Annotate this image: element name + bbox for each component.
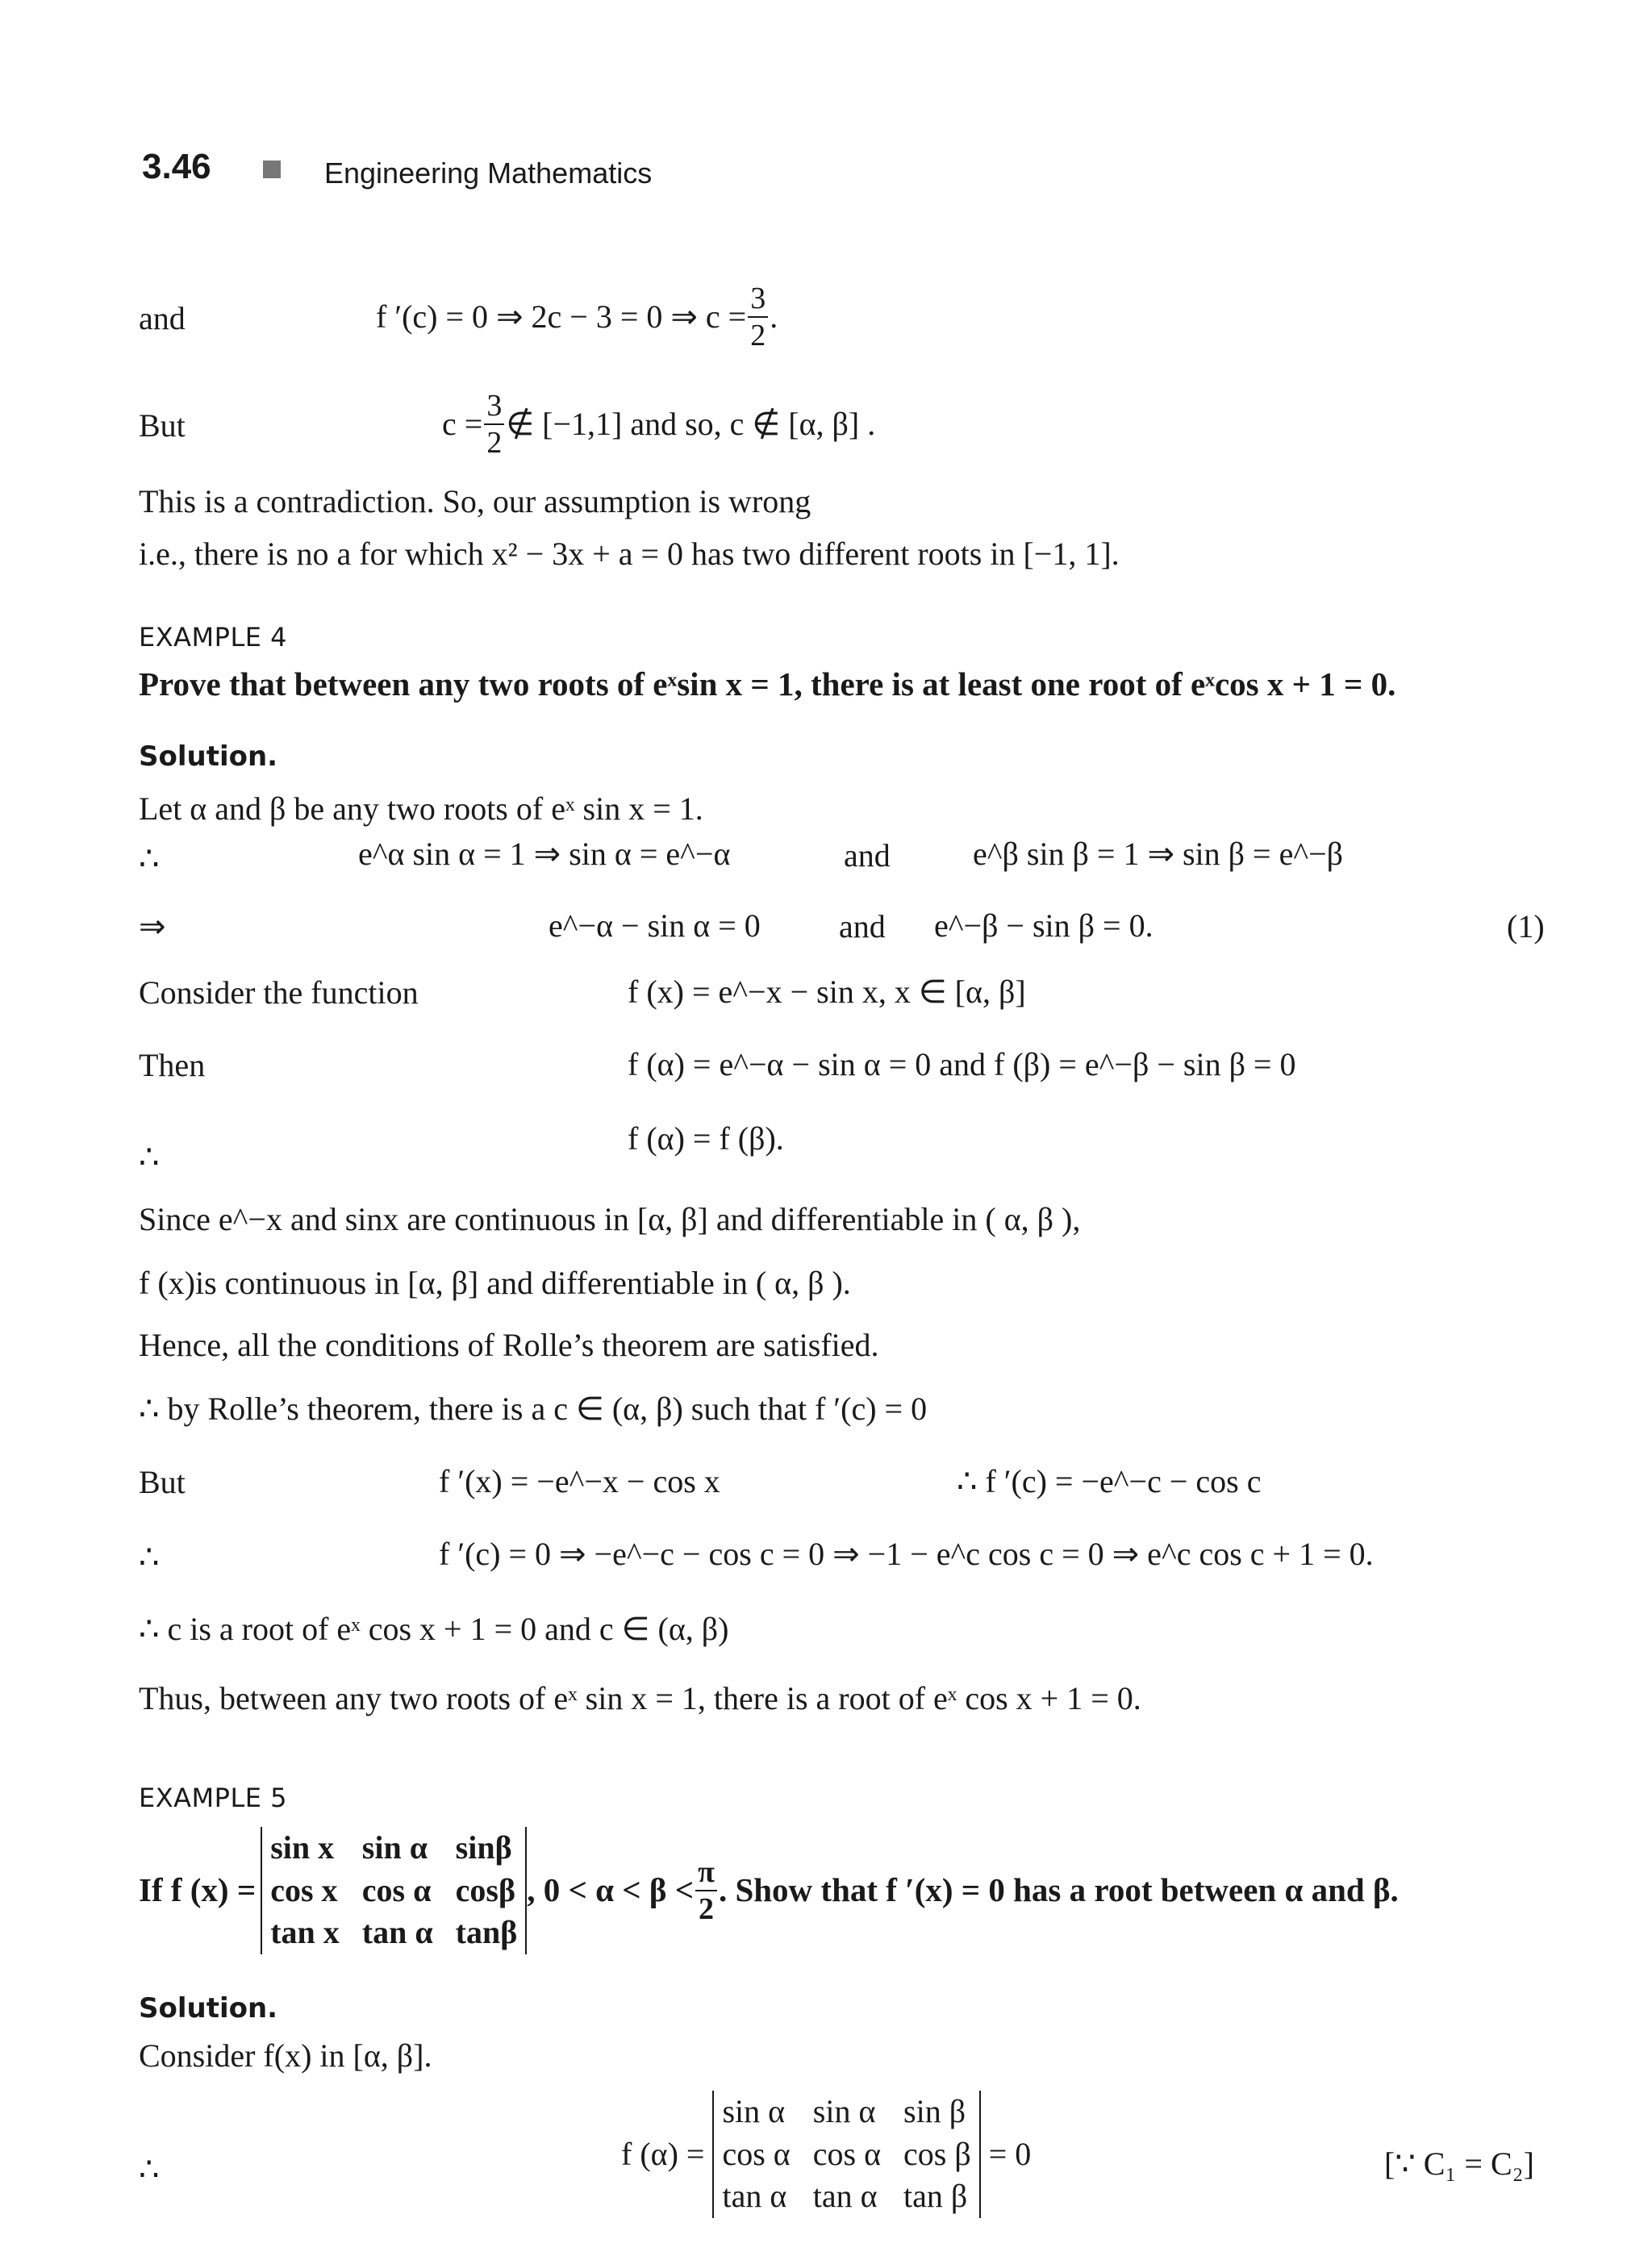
det-row (720, 2091, 972, 2133)
solution-label-4: Solution. (139, 740, 278, 773)
det-cell: cosβ (455, 1871, 516, 1908)
f-alpha-f-beta-values: f (α) = e^−α − sin α = 0 and f (β) = e^−β − sin β = 0 (628, 1046, 1296, 1082)
rolle-line: ∴ by Rolle’s theorem, there is a c ∈ (α, β) such that f ′(c) = 0 (139, 1391, 928, 1427)
fraction-denominator: 2 (750, 319, 766, 352)
label-and-2: and (844, 837, 891, 874)
book-title: Engineering Mathematics (324, 156, 653, 190)
fraction-numerator-2: 3 (484, 390, 504, 425)
equation-number-1: (1) (1507, 908, 1545, 945)
det-row (269, 1870, 519, 1912)
since-line: Since e^−x and sinx are continuous in [α, β] and differentiable in ( α, β ), (139, 1201, 1081, 1237)
implies-symbol: ⇒ (139, 908, 166, 945)
derivative-of-f: f ′(x) = −e^−x − cos x (439, 1463, 720, 1499)
example-5-statement (139, 1816, 1399, 1965)
determinant-f-alpha (712, 2091, 980, 2218)
det-cell: tan β (903, 2178, 968, 2215)
example-5-heading: EXAMPLE 5 (139, 1783, 288, 1813)
det-cell: cos x (270, 1871, 338, 1908)
period: . (770, 298, 778, 335)
continuity-line: f (x)is continuous in [α, β] and differentiable in ( α, β ). (139, 1265, 851, 1301)
det-row (720, 2175, 972, 2218)
fraction-pi: π (695, 1857, 717, 1891)
c-is-root-line: ∴ c is a root of eˣ cos x + 1 = 0 and c ∈ (α, β) (139, 1611, 729, 1647)
solution-label-5: Solution. (139, 1992, 278, 2025)
label-and: and (139, 300, 186, 336)
therefore-symbol-3: ∴ (139, 1539, 160, 1575)
no-a-line: i.e., there is no a for which x² − 3x + a = 0 has two different roots in [−1, 1]. (139, 536, 1120, 572)
example-4-statement: Prove that between any two roots of eˣsin x = 1, there is at least one root of eˣcos x + 1 = 0. (139, 665, 1396, 703)
fraction-numerator: 3 (748, 283, 768, 318)
not-in-interval-text: ∉ [−1,1] and so, c ∉ [α, β] . (506, 406, 876, 442)
det-cell: cos α (812, 2135, 882, 2172)
eq-exp-minus-alpha: e^−α − sin α = 0 (549, 907, 761, 944)
det-cell: tan α (722, 2178, 787, 2215)
equals-zero: = 0 (988, 2136, 1032, 2172)
therefore-symbol-4: ∴ (139, 2151, 160, 2187)
page-number: 3.46 (142, 147, 211, 186)
eq-derivative-zero (376, 277, 778, 357)
det-row (269, 1827, 519, 1870)
eq-exp-minus-beta: e^−β − sin β = 0. (934, 907, 1153, 944)
det-cell: tanβ (455, 1914, 518, 1951)
fraction-three-halves-2 (484, 390, 504, 458)
det-cell: tan x (270, 1914, 340, 1951)
eq-e-beta-sin: e^β sin β = 1 ⇒ sin β = e^−β (973, 836, 1344, 872)
show-that-text: . Show that f ′(x) = 0 has a root between α and β. (718, 1871, 1399, 1909)
angle-condition: , 0 < α < β < (527, 1871, 695, 1909)
fraction-two: 2 (699, 1892, 715, 1926)
column-reason: [∵ C₁ = C₂] (1384, 2145, 1534, 2182)
let-line: Let α and β be any two roots of eˣ sin x = 1. (139, 790, 703, 827)
det-row (720, 2133, 972, 2176)
det-cell: tan α (812, 2178, 878, 2215)
label-and-3: and (839, 908, 886, 945)
det-cell: cos β (903, 2135, 971, 2172)
fraction-denominator-2: 2 (486, 426, 503, 460)
det-cell: tan α (361, 1914, 433, 1951)
det-cell: sin α (722, 2092, 786, 2129)
hence-line: Hence, all the conditions of Rolle’s theorem are satisfied. (139, 1327, 879, 1363)
contradiction-line: This is a contradiction. So, our assumption is wrong (139, 483, 811, 519)
header-square-icon (263, 161, 281, 178)
example-4-heading: EXAMPLE 4 (139, 622, 288, 653)
det-cell: sin α (812, 2092, 876, 2129)
thus-line: Thus, between any two roots of eˣ sin x = 1, there is a root of eˣ cos x + 1 = 0. (139, 1680, 1141, 1716)
eq-e-alpha-sin: e^α sin α = 1 ⇒ sin α = e^−α (358, 836, 731, 872)
fraction-three-halves (748, 283, 768, 351)
derivative-at-c: ∴ f ′(c) = −e^−c − cos c (957, 1463, 1262, 1499)
det-cell: sinβ (455, 1829, 512, 1866)
det-row (269, 1912, 519, 1954)
eq-derivative-zero-text: f ′(c) = 0 ⇒ 2c − 3 = 0 ⇒ c = (376, 298, 747, 335)
f-alpha-equals: f (α) = (621, 2136, 705, 2172)
consider-f-line: Consider f(x) in [α, β]. (139, 2037, 432, 2074)
f-alpha-equals-f-beta: f (α) = f (β). (628, 1120, 784, 1157)
f-alpha-determinant (621, 2078, 1031, 2231)
det-cell: cos α (722, 2135, 791, 2172)
det-cell: sin β (903, 2092, 966, 2129)
function-definition: f (x) = e^−x − sin x, x ∈ [α, β] (628, 974, 1026, 1010)
but-label-2: But (139, 1464, 186, 1500)
eq-c-not-in-interval (442, 384, 875, 465)
label-but: But (139, 407, 186, 444)
fraction-pi-over-two (695, 1857, 717, 1924)
if-f-equals: If f (x) = (139, 1871, 257, 1909)
det-cell: sin α (361, 1829, 428, 1866)
then-label: Then (139, 1047, 206, 1083)
therefore-symbol-1: ∴ (139, 840, 160, 877)
det-cell: sin x (270, 1829, 335, 1866)
consider-label: Consider the function (139, 974, 419, 1011)
determinant-statement (261, 1827, 527, 1954)
therefore-symbol-2: ∴ (139, 1139, 160, 1175)
c-equals: c = (442, 406, 483, 442)
det-cell: cos α (361, 1871, 432, 1908)
implication-chain: f ′(c) = 0 ⇒ −e^−c − cos c = 0 ⇒ −1 − e^c cos c = 0 ⇒ e^c cos c + 1 = 0. (439, 1536, 1374, 1572)
